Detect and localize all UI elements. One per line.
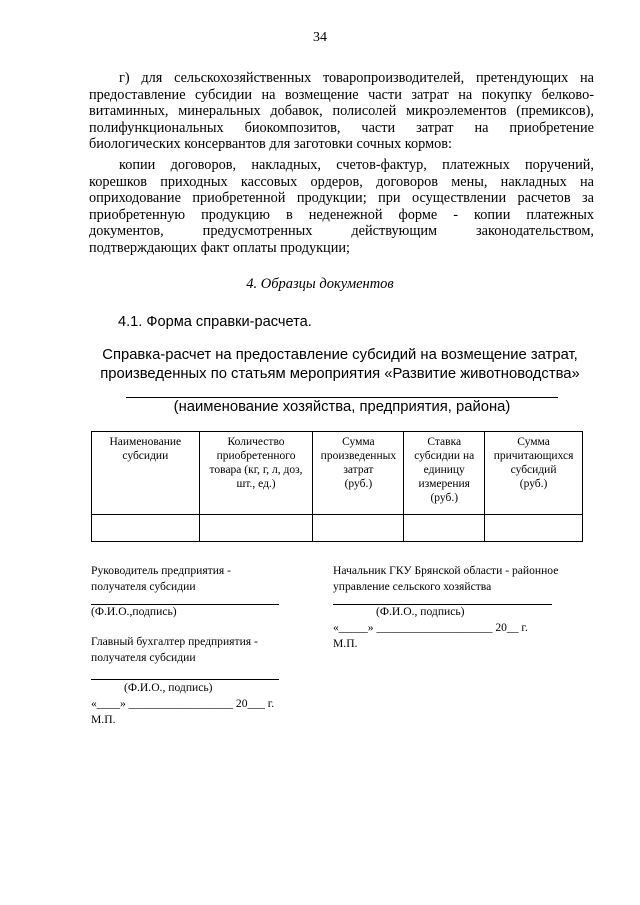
accountant-title-line: Главный бухгалтер предприятия - (91, 635, 258, 648)
director-title: Руководитель предприятия - (91, 564, 232, 577)
form-item-title: 4.1. Форма справки-расчета. (118, 314, 312, 330)
signature-right (333, 563, 603, 594)
table-row (92, 515, 583, 542)
text-line: предоставление субсидии на возмещение части затрат на покупку белково- (89, 86, 594, 103)
table-cell (199, 515, 313, 542)
header-subsidy-name: Наименование субсидии (92, 432, 200, 515)
text-line: корешков приходных кассовых ордеров, договоров мены, накладных на (89, 173, 594, 190)
org-name-line (126, 397, 558, 398)
table-cell (404, 515, 485, 542)
director-title: получателя субсидии (91, 579, 196, 593)
table-header-row (92, 432, 583, 515)
header-rate: Ставка субсидии на единицу измерения (руб.) (404, 432, 485, 515)
text-line: биологических консервантов для заготовки сочных кормов: (89, 136, 453, 153)
left-date-line: «____» __________________ 20___ г. (91, 697, 275, 710)
signature-left (91, 563, 311, 594)
form-title-line: Справка-расчет на предоставление субсидий на возмещение затрат, (102, 347, 578, 363)
text-line: копии договоров, накладных, счетов-фактур, платежных поручений, (119, 157, 594, 173)
table-cell (485, 515, 583, 542)
text-line: документов, предусмотренных действующим законодательством, (89, 223, 594, 240)
text-line: приобретенную продукцию в неденежной форме - копии платежных (89, 206, 594, 223)
header-due-amount: Сумма причитающихся субсидий (руб.) (485, 432, 583, 515)
text-line: полифункциональных биокомпозитов, части затрат на приобретение (89, 119, 594, 136)
form-title (80, 346, 600, 384)
org-name-caption: (наименование хозяйства, предприятия, района) (173, 399, 511, 415)
table-cell (313, 515, 404, 542)
paragraph-g (89, 70, 594, 153)
subsidy-table (91, 431, 583, 542)
page-number: 34 (313, 30, 327, 45)
section-heading: 4. Образцы документов (246, 276, 394, 292)
accountant-title-line: получателя субсидии (91, 650, 196, 664)
text-line: г) для сельскохозяйственных товаропроизводителей, претендующих на (119, 70, 594, 86)
right-stamp-place: М.П. (333, 637, 358, 650)
text-line: витаминных, минеральных добавок, полисолей микроэлементов (премиксов), (89, 103, 594, 120)
header-costs: Сумма произведенных затрат (руб.) (313, 432, 404, 515)
form-title-line: произведенных по статьям мероприятия «Развитие животноводства» (100, 366, 580, 382)
text-line: оприходование приобретенной продукции; при осуществлении расчетов за (89, 190, 594, 207)
chief-fio-caption: (Ф.И.О., подпись) (376, 605, 465, 618)
header-quantity: Количество приобретенного товара (кг, г, л, доз, шт., ед.) (199, 432, 313, 515)
chief-title: управление сельского хозяйства (333, 579, 492, 593)
left-stamp-place: М.П. (91, 713, 116, 726)
text-line: подтверждающих факт оплаты продукции; (89, 239, 350, 256)
accountant-title (91, 634, 311, 665)
director-fio-caption: (Ф.И.О.,подпись) (91, 605, 177, 618)
paragraph-copies (89, 157, 594, 257)
table-cell (92, 515, 200, 542)
accountant-fio-caption: (Ф.И.О., подпись) (124, 681, 213, 694)
chief-title: Начальник ГКУ Брянской области - районное (333, 564, 559, 577)
right-date-line: «_____» ____________________ 20__ г. (333, 621, 528, 634)
